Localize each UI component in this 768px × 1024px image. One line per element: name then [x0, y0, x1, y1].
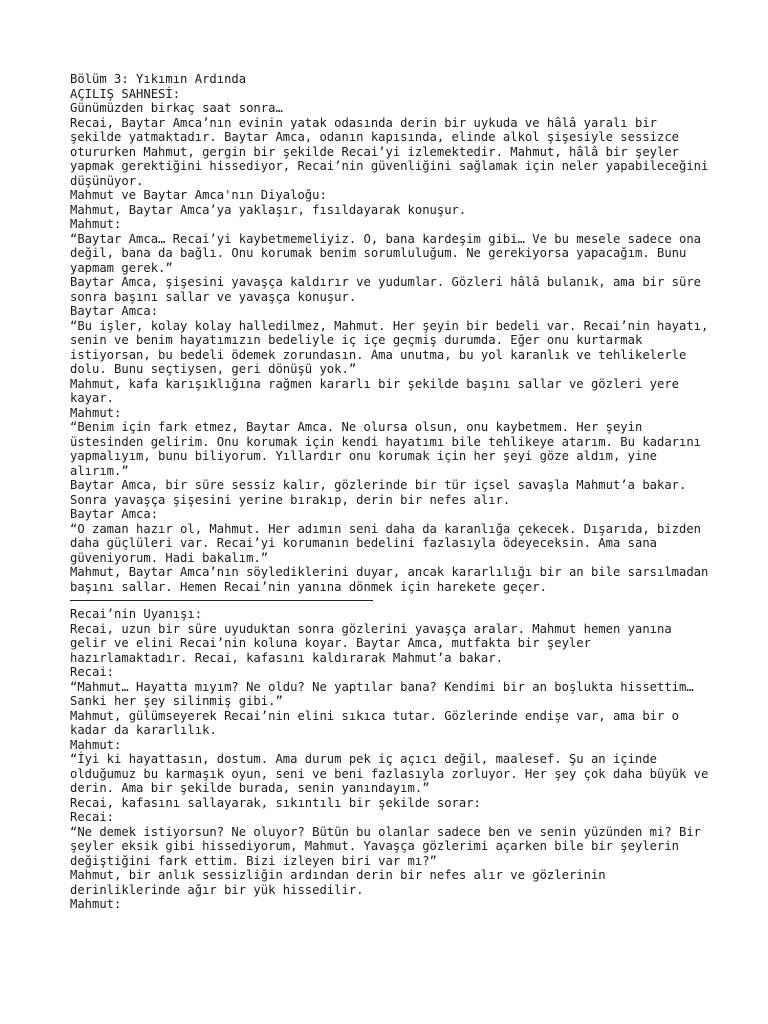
speaker-label: Mahmut:	[70, 405, 122, 420]
speaker-label: Recai:	[70, 810, 115, 824]
paragraph: Mahmut, Baytar Amca’nın söylediklerini duyar, ancak kararlılığı bir an bile sarsılmadan başını sallar. Hemen Recai’nin yanına dönmek için harekete geçer.	[70, 565, 716, 594]
dialogue: “Benim için fark etmez, Baytar Amca. Ne olursa olsun, onu kaybetmem. Her şeyin üstesinden gelirim. Onu korumak için kendi hayatımı bile tehlikeye atarım. Bu kadarını yapmalıyım, bunu biliyorum. Yıllardır onu korumak için her şeyi göze aldım, yine alırım.”	[70, 420, 709, 478]
speaker-label: Baytar Amca:	[70, 507, 159, 521]
paragraph: Baytar Amca, bir süre sessiz kalır, gözlerinde bir tür içsel savaşla Mahmut’a bakar. Sonra yavaşça şişesini yerine bırakıp, derin bir nefes alır.	[70, 478, 694, 507]
dialogue: “Bu işler, kolay kolay halledilmez, Mahmut. Her şeyin bir bedeli var. Recai’nin hayatı, senin ve benim hayatımızın bedeliyle iç içe geçmiş durumda. Eğer onu kurtarmak istiyorsan, bu bedeli ödemek zorundasın. Ama unutma, bu yol karanlık ve tehlikelerle dolu. Bunu seçtiysen, geri dönüşü yok.”	[70, 318, 716, 376]
subheading: Recai’nin Uyanışı:	[70, 607, 203, 621]
speaker-label: Baytar Amca:	[70, 304, 159, 318]
document-page	[70, 72, 716, 912]
speaker-label: Mahmut:	[70, 217, 122, 231]
dialogue: “Baytar Amca… Recai’yi kaybetmemeliyiz. O, bana kardeşim gibi… Ve bu mesele sadece ona değil, bana da bağlı. Onu korumak benim sorumluluğum. Ne gerekiyorsa yapacağım. Bunu yapmam gerek.”	[70, 231, 709, 275]
scene-heading: AÇILIŞ SAHNESİ:	[70, 86, 181, 101]
dialogue: “Mahmut… Hayatta mıyım? Ne oldu? Ne yaptılar bana? Kendimi bir an boşlukta hissettim… Sanki her şey silinmiş gibi.”	[70, 679, 702, 708]
paragraph: Recai, kafasını sallayarak, sıkıntılı bir şekilde sorar:	[70, 795, 481, 810]
dialogue: “O zaman hazır ol, Mahmut. Her adımın seni daha da karanlığa çekecek. Dışarıda, bizden daha güçlüleri var. Recai’yi korumanın bedelini fazlasıyla ödeyeceksin. Ama sana güveniyorum. Hadi bakalım.”	[70, 521, 709, 565]
paragraph: Mahmut, gülümseyerek Recai’nin elini sıkıca tutar. Gözlerinde endişe var, ama bir o kadar da kararlılık.	[70, 708, 687, 737]
paragraph: Recai, uzun bir süre uyuduktan sonra gözlerini yavaşça aralar. Mahmut hemen yanına gelir ve elini Recai’nin koluna koyar. Baytar Amca, mutfakta bir şeyler hazırlamaktadır. Recai, kafasını kaldırarak Mahmut’a bakar.	[70, 621, 680, 665]
paragraph: Mahmut, bir anlık sessizliğin ardından derin bir nefes alır ve gözlerinin derinliklerinde ağır bir yük hissedilir.	[70, 868, 613, 897]
section-divider	[70, 600, 373, 601]
scene-awakening-section	[70, 607, 716, 912]
speaker-label: Mahmut:	[70, 737, 122, 752]
time-note: Günümüzden birkaç saat sonra…	[70, 101, 283, 115]
paragraph: Mahmut, kafa karışıklığına rağmen kararlı bir şekilde başını sallar ve gözleri yere kayar.	[70, 376, 687, 405]
dialogue: “İyi ki hayattasın, dostum. Ama durum pek iç açıcı değil, maalesef. Şu an içinde olduğumuz bu karmaşık oyun, seni ve beni fazlasıyla zorluyor. Her şey çok daha büyük ve derin. Ama bir şekilde burada, senin yanındayım.”	[70, 752, 716, 795]
speaker-label: Recai:	[70, 665, 115, 679]
paragraph: Recai, Baytar Amca’nın evinin yatak odasında derin bir uykuda ve hâlâ yaralı bir şekilde yatmaktadır. Baytar Amca, odanın kapısında, elinde alkol şişesiyle sessizce otururken Mahmut, gergin bir şekilde Recai’yi izlemektedir. Mahmut, hâlâ bir şeyler yapmak gerektiğini hissediyor, Recai’nin güvenliğini sağlamak için neler yapabileceğini düşünüyor.	[70, 115, 716, 188]
chapter-title: Bölüm 3: Yıkımın Ardında	[70, 72, 247, 86]
speaker-label: Mahmut:	[70, 897, 122, 911]
paragraph: Mahmut, Baytar Amca’ya yaklaşır, fısıldayarak konuşur.	[70, 202, 467, 217]
paragraph: Baytar Amca, şişesini yavaşça kaldırır ve yudumlar. Gözleri hâlâ bulanık, ama bir süre sonra başını sallar ve yavaşça konuşur.	[70, 275, 709, 304]
dialogue: “Ne demek istiyorsun? Ne oluyor? Bütün bu olanlar sadece ben ve senin yüzünden mi? Bir şeyler eksik gibi hissediyorum, Mahmut. Yavaşça gözlerimi açarken bile bir şeylerin değiştiğini fark ettim. Bizi izleyen biri var mı?”	[70, 824, 709, 868]
subheading: Mahmut ve Baytar Amca'nın Diyaloğu:	[70, 188, 327, 202]
scene-opening-section	[70, 72, 716, 594]
